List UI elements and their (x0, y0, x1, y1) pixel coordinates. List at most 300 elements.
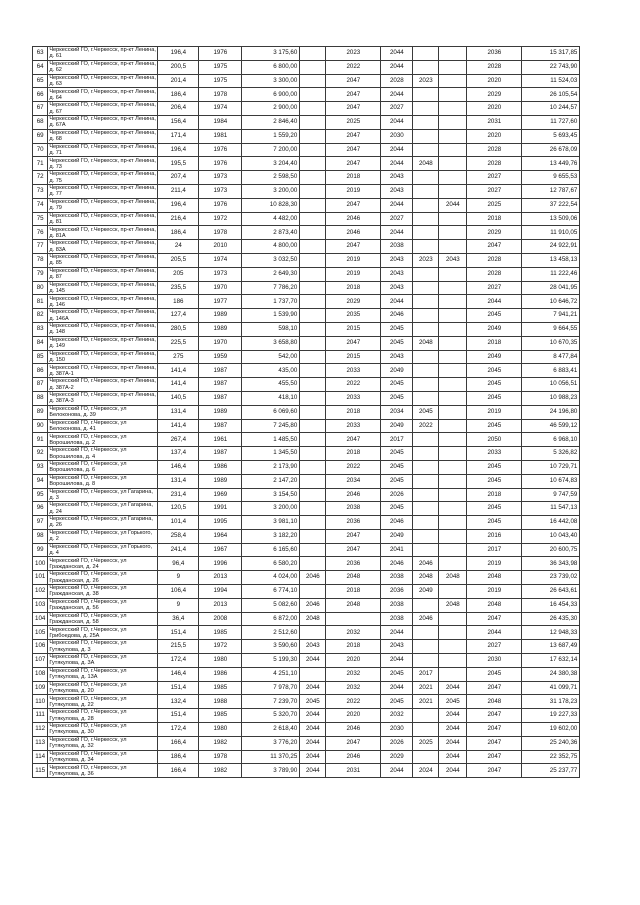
work-year-1-cell (300, 102, 326, 116)
cost-cell: 3 776,20 (242, 736, 300, 750)
address-cell: Черкесский ГО, г.Черкесск, пр-кт Ленина, д. 87 (49, 267, 156, 281)
address-cell: Черкесский ГО, г.Черкесск, пр-кт Ленина, д. 67 (49, 102, 156, 115)
table-row (33, 378, 580, 392)
address-cell: Черкесский ГО, г.Черкесск, пр-кт Ленина, д. 387А-1 (49, 364, 156, 377)
row-number: 80 (33, 281, 48, 295)
work-year-1-cell (300, 336, 326, 350)
work-year-4-cell (413, 350, 439, 364)
cost-cell: 6 069,60 (242, 405, 300, 419)
work-year-6-cell: 2045 (467, 667, 522, 681)
work-year-5-cell (439, 184, 467, 198)
work-year-6-cell: 2045 (467, 378, 522, 392)
address-cell: Черкесский ГО, г.Черкесск, пр-кт Ленина, д. 71 (49, 143, 156, 156)
work-year-4-cell: 2046 (413, 612, 439, 626)
address-cell: Черкесский ГО, г.Черкесск, пр-кт Ленина, д. 75 (49, 171, 156, 184)
address-cell: Черкесский ГО, г.Черкесск, ул Белоконова, д. 41 (48, 419, 158, 433)
table-row (33, 240, 580, 254)
table-row (33, 267, 580, 281)
work-year-6-cell: 2019 (467, 585, 522, 599)
cost-cell: 3 175,60 (242, 47, 300, 61)
work-year-3-cell: 2038 (381, 571, 413, 585)
build-year-cell: 1976 (199, 47, 242, 61)
build-year-cell: 1970 (199, 281, 242, 295)
total-cell: 12 787,67 (522, 184, 580, 198)
cost-cell: 2 147,20 (242, 474, 300, 488)
work-year-1-cell (300, 502, 326, 516)
work-year-4-cell (413, 212, 439, 226)
table-row (33, 350, 580, 364)
row-number: 91 (33, 433, 48, 447)
cost-cell: 5 199,30 (242, 654, 300, 668)
row-number: 99 (33, 543, 48, 557)
address-cell: Черкесский ГО, г.Черкесск, пр-кт Ленина, д. 81А (49, 226, 156, 239)
work-year-1-cell (300, 585, 326, 599)
build-year-cell: 1996 (199, 557, 242, 571)
row-number: 115 (33, 764, 48, 778)
row-number: 101 (33, 571, 48, 585)
address-cell: Черкесский ГО, г.Черкесск, ул Гутякулова, д. 34 (48, 750, 158, 764)
build-year-cell: 1985 (199, 681, 242, 695)
work-year-2-cell: 2018 (326, 405, 381, 419)
work-year-6-cell: 2020 (467, 74, 522, 88)
build-year-cell: 1987 (199, 419, 242, 433)
table-row (33, 585, 580, 599)
floor-area-cell: 146,4 (158, 667, 199, 681)
work-year-1-cell (300, 419, 326, 433)
work-year-4-cell (413, 88, 439, 102)
total-cell: 31 178,23 (522, 695, 580, 709)
row-number: 94 (33, 474, 48, 488)
work-year-2-cell: 2047 (326, 240, 381, 254)
build-year-cell: 1969 (199, 488, 242, 502)
address-cell: Черкесский ГО, г.Черкесск, ул Гутякулова, д. 32 (48, 736, 158, 750)
floor-area-cell: 166,4 (158, 736, 199, 750)
work-year-4-cell (413, 226, 439, 240)
work-year-3-cell: 2046 (381, 516, 413, 530)
total-cell: 8 477,84 (522, 350, 580, 364)
work-year-1-cell (300, 447, 326, 461)
work-year-2-cell: 2046 (326, 212, 381, 226)
work-year-5-cell: 2044 (439, 750, 467, 764)
work-year-2-cell: 2048 (326, 598, 381, 612)
work-year-2-cell: 2036 (326, 516, 381, 530)
work-year-1-cell (300, 626, 326, 640)
work-year-3-cell: 2028 (381, 74, 413, 88)
work-year-6-cell: 2045 (467, 364, 522, 378)
floor-area-cell: 106,4 (158, 585, 199, 599)
work-year-6-cell: 2025 (467, 198, 522, 212)
cost-cell: 3 200,00 (242, 184, 300, 198)
table-row (33, 516, 580, 530)
cost-cell: 7 239,70 (242, 695, 300, 709)
table-row (33, 391, 580, 405)
floor-area-cell: 141,4 (158, 364, 199, 378)
work-year-3-cell: 2026 (381, 488, 413, 502)
work-year-6-cell: 2050 (467, 433, 522, 447)
work-year-6-cell: 2028 (467, 253, 522, 267)
work-year-5-cell (439, 667, 467, 681)
row-number: 86 (33, 364, 48, 378)
address-cell: Черкесский ГО, г.Черкесск, пр-кт Ленина, д. 81 (49, 212, 156, 225)
address-cell: Черкесский ГО, г.Черкесск, ул Гагарина, д. 3 (48, 488, 158, 502)
table-row (33, 157, 580, 171)
floor-area-cell: 280,5 (158, 322, 199, 336)
work-year-5-cell (439, 557, 467, 571)
work-year-4-cell: 2048 (413, 336, 439, 350)
work-year-1-cell (300, 488, 326, 502)
row-number: 97 (33, 516, 48, 530)
work-year-5-cell (439, 60, 467, 74)
work-year-4-cell: 2022 (413, 419, 439, 433)
work-year-3-cell: 2032 (381, 709, 413, 723)
table-row (33, 60, 580, 74)
floor-area-cell: 127,4 (158, 309, 199, 323)
work-year-5-cell (439, 143, 467, 157)
work-year-2-cell: 2033 (326, 419, 381, 433)
work-year-4-cell (413, 60, 439, 74)
build-year-cell: 1961 (199, 433, 242, 447)
work-year-4-cell (413, 322, 439, 336)
work-year-6-cell: 2047 (467, 750, 522, 764)
address-cell: Черкесский ГО, г.Черкесск, ул Гутякулова, д. 3 (48, 640, 158, 654)
work-year-2-cell: 2047 (326, 433, 381, 447)
row-number: 75 (33, 212, 48, 226)
build-year-cell: 1991 (199, 502, 242, 516)
work-year-3-cell: 2044 (381, 47, 413, 61)
work-year-6-cell: 2045 (467, 460, 522, 474)
row-number: 113 (33, 736, 48, 750)
row-number: 74 (33, 198, 48, 212)
cost-cell: 2 173,90 (242, 460, 300, 474)
work-year-3-cell: 2044 (381, 626, 413, 640)
build-year-cell: 1989 (199, 474, 242, 488)
table-row (33, 460, 580, 474)
build-year-cell: 2008 (199, 612, 242, 626)
total-cell: 13 449,76 (522, 157, 580, 171)
total-cell: 24 922,91 (522, 240, 580, 254)
build-year-cell: 1959 (199, 350, 242, 364)
work-year-3-cell: 2044 (381, 764, 413, 778)
work-year-5-cell: 2044 (439, 723, 467, 737)
work-year-4-cell (413, 364, 439, 378)
address-cell: Черкесский ГО, г.Черкесск, пр-кт Ленина, д. 387А-3 (49, 392, 156, 405)
row-number: 67 (33, 102, 48, 116)
floor-area-cell: 9 (158, 571, 199, 585)
total-cell: 22 352,75 (522, 750, 580, 764)
work-year-1-cell (300, 295, 326, 309)
address-cell: Черкесский ГО, г.Черкесск, пр-кт Ленина, д. 149 (49, 336, 156, 350)
work-year-2-cell: 2046 (326, 488, 381, 502)
table-row (33, 709, 580, 723)
address-cell: Черкесский ГО, г.Черкесск, ул Гутякулова, д. 13А (48, 667, 158, 681)
work-year-3-cell: 2045 (381, 502, 413, 516)
floor-area-cell: 201,4 (158, 74, 199, 88)
work-year-3-cell: 2044 (381, 143, 413, 157)
work-year-3-cell: 2049 (381, 419, 413, 433)
work-year-6-cell: 2047 (467, 723, 522, 737)
work-year-5-cell (439, 47, 467, 61)
floor-area-cell: 120,5 (158, 502, 199, 516)
cost-cell: 7 978,70 (242, 681, 300, 695)
work-year-3-cell: 2045 (381, 474, 413, 488)
cost-cell: 2 873,40 (242, 226, 300, 240)
cost-cell: 598,10 (242, 322, 300, 336)
build-year-cell: 1984 (199, 115, 242, 129)
row-number: 77 (33, 240, 48, 254)
build-year-cell: 1976 (199, 143, 242, 157)
work-year-3-cell: 2038 (381, 240, 413, 254)
floor-area-cell: 146,4 (158, 460, 199, 474)
address-cell: Черкесский ГО, г.Черкесск, ул Гутякулова, д. 30 (48, 723, 158, 737)
table-row (33, 129, 580, 143)
table-row (33, 626, 580, 640)
work-year-4-cell: 2048 (413, 157, 439, 171)
build-year-cell: 1970 (199, 336, 242, 350)
cost-cell: 3 032,50 (242, 253, 300, 267)
floor-area-cell: 151,4 (158, 626, 199, 640)
row-number: 92 (33, 447, 48, 461)
work-year-6-cell: 2028 (467, 157, 522, 171)
table-row (33, 226, 580, 240)
cost-cell: 435,00 (242, 364, 300, 378)
cost-cell: 1 539,90 (242, 309, 300, 323)
work-year-6-cell: 2047 (467, 764, 522, 778)
work-year-1-cell (300, 405, 326, 419)
cost-cell: 3 658,80 (242, 336, 300, 350)
floor-area-cell: 96,4 (158, 557, 199, 571)
floor-area-cell: 186,4 (158, 88, 199, 102)
total-cell: 11 910,05 (522, 226, 580, 240)
work-year-5-cell: 2044 (439, 764, 467, 778)
work-year-1-cell (300, 198, 326, 212)
row-number: 111 (33, 709, 48, 723)
work-year-3-cell: 2043 (381, 350, 413, 364)
table-row (33, 74, 580, 88)
work-year-1-cell (300, 281, 326, 295)
table-row (33, 253, 580, 267)
table-row (33, 295, 580, 309)
work-year-1-cell (300, 267, 326, 281)
row-number: 90 (33, 419, 48, 433)
build-year-cell: 1994 (199, 585, 242, 599)
work-year-4-cell (413, 502, 439, 516)
work-year-2-cell: 2047 (326, 143, 381, 157)
floor-area-cell: 225,5 (158, 336, 199, 350)
work-year-1-cell (300, 474, 326, 488)
work-year-5-cell (439, 364, 467, 378)
floor-area-cell: 171,4 (158, 129, 199, 143)
work-year-4-cell (413, 47, 439, 61)
table-row (33, 405, 580, 419)
address-cell: Черкесский ГО, г.Черкесск, ул Гутякулова, д. 22 (48, 695, 158, 709)
total-cell: 11 547,13 (522, 502, 580, 516)
total-cell: 26 678,09 (522, 143, 580, 157)
work-year-2-cell: 2046 (326, 226, 381, 240)
work-year-2-cell: 2036 (326, 557, 381, 571)
work-year-1-cell (300, 516, 326, 530)
work-year-3-cell: 2043 (381, 171, 413, 185)
work-year-1-cell (300, 253, 326, 267)
address-cell: Черкесский ГО, г.Черкесск, ул Гутякулова, д. 28 (48, 709, 158, 723)
floor-area-cell: 195,5 (158, 157, 199, 171)
table-row (33, 115, 580, 129)
work-year-4-cell (413, 654, 439, 668)
work-year-2-cell: 2018 (326, 640, 381, 654)
work-year-5-cell (439, 226, 467, 240)
row-number: 106 (33, 640, 48, 654)
row-number: 104 (33, 612, 48, 626)
work-year-6-cell: 2027 (467, 640, 522, 654)
floor-area-cell: 186 (158, 295, 199, 309)
floor-area-cell: 151,4 (158, 681, 199, 695)
work-year-2-cell: 2018 (326, 281, 381, 295)
work-year-6-cell: 2045 (467, 391, 522, 405)
row-number: 107 (33, 654, 48, 668)
work-year-4-cell: 2021 (413, 681, 439, 695)
total-cell: 46 599,12 (522, 419, 580, 433)
row-number: 112 (33, 723, 48, 737)
total-cell: 13 509,06 (522, 212, 580, 226)
cost-cell: 4 800,00 (242, 240, 300, 254)
table-row (33, 723, 580, 737)
row-number: 66 (33, 88, 48, 102)
table-row (33, 695, 580, 709)
floor-area-cell: 205,5 (158, 253, 199, 267)
floor-area-cell: 207,4 (158, 171, 199, 185)
work-year-2-cell: 2022 (326, 460, 381, 474)
table-row (33, 281, 580, 295)
build-year-cell: 1973 (199, 267, 242, 281)
work-year-6-cell: 2047 (467, 709, 522, 723)
address-cell: Черкесский ГО, г.Черкесск, пр-кт Ленина, д. 79 (49, 198, 156, 212)
floor-area-cell: 196,4 (158, 198, 199, 212)
table-row (33, 488, 580, 502)
work-year-5-cell: 2048 (439, 571, 467, 585)
cost-cell: 3 300,00 (242, 74, 300, 88)
cost-cell: 2 900,00 (242, 102, 300, 116)
row-number: 109 (33, 681, 48, 695)
build-year-cell: 1987 (199, 364, 242, 378)
table-row (33, 598, 580, 612)
table-row (33, 309, 580, 323)
work-year-1-cell (300, 129, 326, 143)
work-year-4-cell: 2021 (413, 695, 439, 709)
work-year-2-cell: 2047 (326, 88, 381, 102)
total-cell: 5 693,45 (522, 129, 580, 143)
total-cell: 26 105,54 (522, 88, 580, 102)
address-cell: Черкесский ГО, г.Черкесск, пр-кт Ленина, д. 148 (49, 323, 156, 336)
build-year-cell: 1987 (199, 378, 242, 392)
work-year-5-cell (439, 419, 467, 433)
row-number: 98 (33, 529, 48, 543)
build-year-cell: 1975 (199, 60, 242, 74)
address-cell: Черкесский ГО, г.Черкесск, пр-кт Ленина, д. 83А (49, 240, 156, 253)
work-year-2-cell: 2032 (326, 667, 381, 681)
work-year-5-cell (439, 612, 467, 626)
work-year-6-cell: 2049 (467, 350, 522, 364)
build-year-cell: 1981 (199, 129, 242, 143)
work-year-4-cell (413, 543, 439, 557)
work-year-6-cell: 2019 (467, 557, 522, 571)
work-year-3-cell: 2044 (381, 115, 413, 129)
work-year-1-cell: 2044 (300, 736, 326, 750)
work-year-6-cell: 2017 (467, 543, 522, 557)
work-year-2-cell: 2047 (326, 529, 381, 543)
cost-cell: 6 580,20 (242, 557, 300, 571)
work-year-5-cell (439, 336, 467, 350)
work-year-2-cell: 2018 (326, 171, 381, 185)
work-year-1-cell (300, 378, 326, 392)
work-year-6-cell: 2028 (467, 60, 522, 74)
cost-cell: 4 482,00 (242, 212, 300, 226)
work-year-1-cell: 2044 (300, 709, 326, 723)
cost-cell: 10 828,30 (242, 198, 300, 212)
floor-area-cell: 235,5 (158, 281, 199, 295)
cost-cell: 2 618,40 (242, 723, 300, 737)
work-year-1-cell: 2044 (300, 750, 326, 764)
table-row (33, 736, 580, 750)
work-year-4-cell: 2048 (413, 571, 439, 585)
work-year-2-cell: 2038 (326, 502, 381, 516)
table-row (33, 171, 580, 185)
floor-area-cell: 258,4 (158, 529, 199, 543)
build-year-cell: 1972 (199, 212, 242, 226)
address-cell: Черкесский ГО, г.Черкесск, ул Гражданская, д. 58 (48, 612, 158, 626)
work-year-5-cell: 2048 (439, 598, 467, 612)
total-cell: 16 442,08 (522, 516, 580, 530)
cost-cell: 3 200,00 (242, 502, 300, 516)
work-year-3-cell: 2026 (381, 736, 413, 750)
work-year-4-cell (413, 143, 439, 157)
table-row (33, 322, 580, 336)
total-cell: 9 655,53 (522, 171, 580, 185)
build-year-cell: 1973 (199, 184, 242, 198)
work-year-6-cell: 2029 (467, 226, 522, 240)
row-number: 64 (33, 60, 48, 74)
row-number: 96 (33, 502, 48, 516)
table-row (33, 212, 580, 226)
work-year-4-cell (413, 460, 439, 474)
total-cell: 7 941,21 (522, 309, 580, 323)
work-year-6-cell: 2029 (467, 88, 522, 102)
address-cell: Черкесский ГО, г.Черкесск, ул Грибоедова, д. 25А (48, 626, 158, 640)
work-year-3-cell: 2046 (381, 309, 413, 323)
total-cell: 24 380,38 (522, 667, 580, 681)
work-year-6-cell: 2045 (467, 419, 522, 433)
work-year-5-cell (439, 405, 467, 419)
work-year-3-cell: 2030 (381, 129, 413, 143)
work-year-5-cell (439, 171, 467, 185)
total-cell: 16 454,33 (522, 598, 580, 612)
work-year-2-cell: 2015 (326, 350, 381, 364)
build-year-cell: 1988 (199, 695, 242, 709)
address-cell: Черкесский ГО, г.Черкесск, ул Ворошилова, д. 8 (48, 474, 158, 488)
work-year-4-cell (413, 129, 439, 143)
row-number: 63 (33, 47, 48, 61)
work-year-6-cell: 2018 (467, 212, 522, 226)
floor-area-cell: 211,4 (158, 184, 199, 198)
work-year-1-cell (300, 212, 326, 226)
work-year-5-cell (439, 129, 467, 143)
row-number: 81 (33, 295, 48, 309)
row-number: 85 (33, 350, 48, 364)
build-year-cell: 1980 (199, 723, 242, 737)
floor-area-cell: 24 (158, 240, 199, 254)
row-number: 78 (33, 253, 48, 267)
work-year-3-cell: 2044 (381, 88, 413, 102)
cost-cell: 7 245,80 (242, 419, 300, 433)
work-year-2-cell: 2022 (326, 60, 381, 74)
